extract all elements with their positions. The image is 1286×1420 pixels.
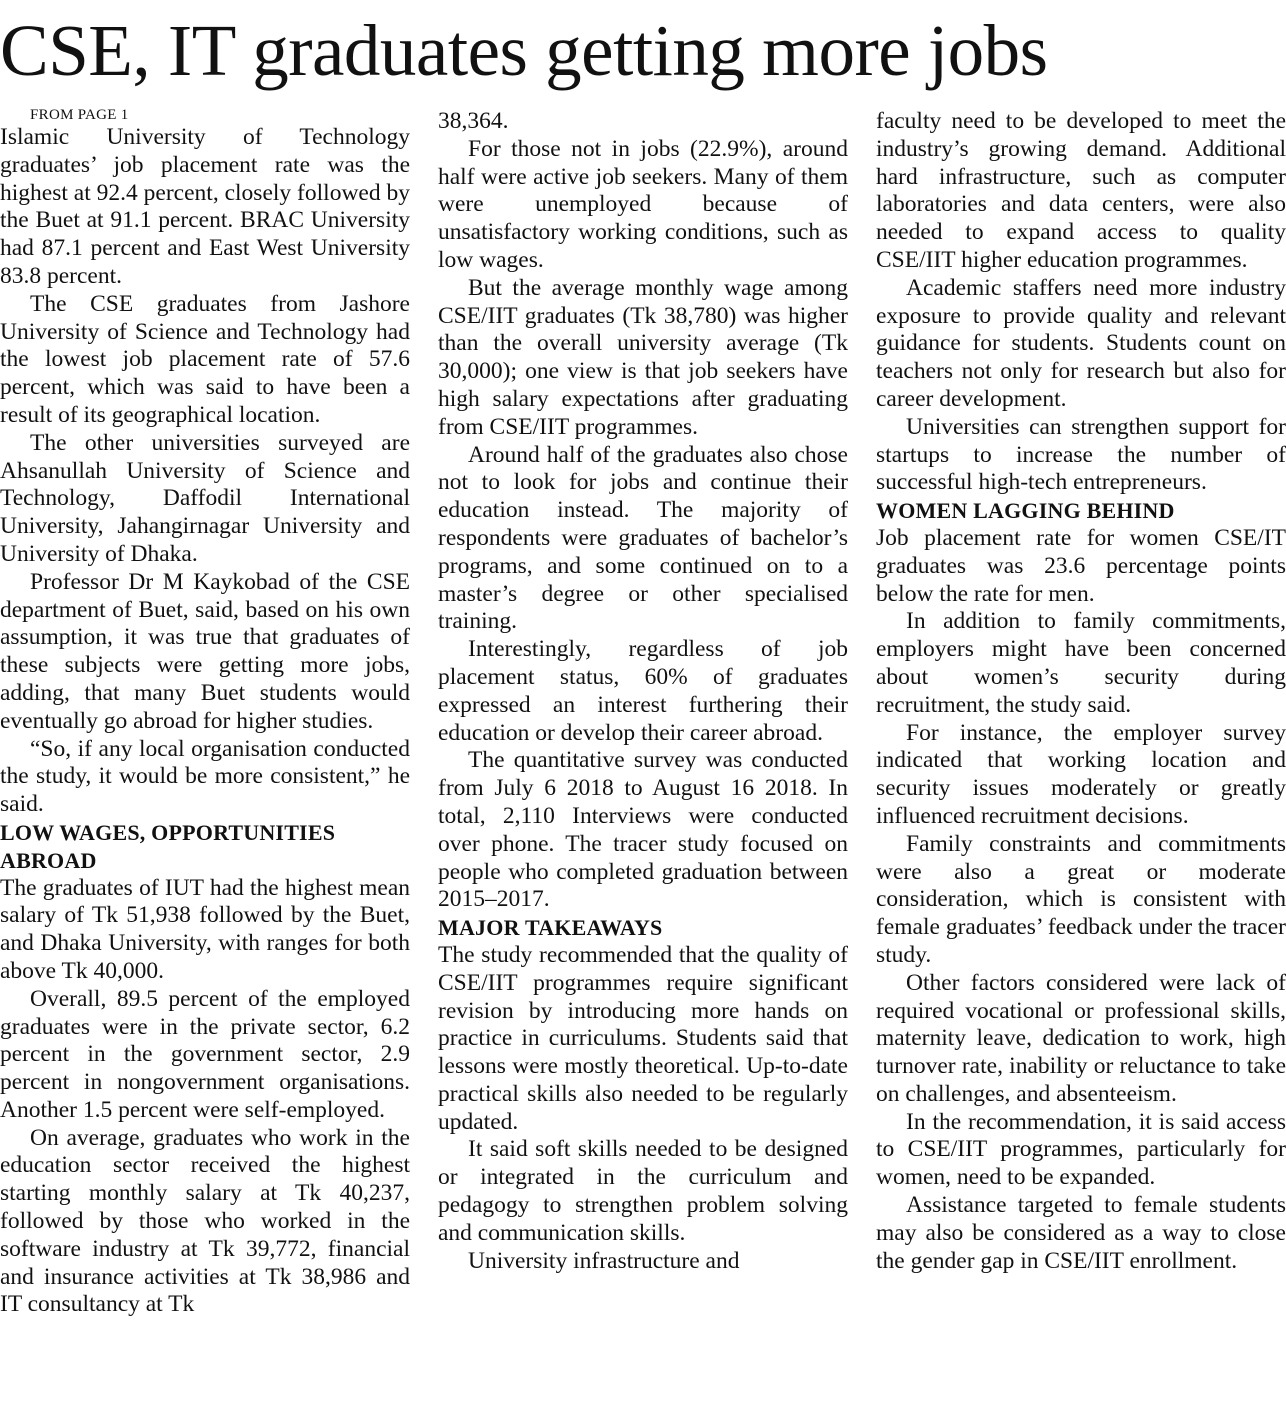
paragraph: But the average monthly wage among CSE/IIT graduates (Tk 38,780) was higher than the overall university average (Tk 30,000); one view is that job seekers have high salary expectations after graduating from CSE/IIT programmes. [438, 274, 848, 440]
article-column-3 [876, 108, 1286, 1275]
paragraph: Assistance targeted to female students may also be considered as a way to close the gender gap in CSE/IIT enrollment. [876, 1192, 1286, 1274]
paragraph: In the recommendation, it is said access to CSE/IIT programmes, particularly for women, need to be expanded. [876, 1108, 1286, 1191]
article-column-2 [438, 108, 848, 1275]
paragraph: Interestingly, regardless of job placement status, 60% of graduates expressed an interest furthering their education or develop their career abroad. [438, 636, 848, 746]
subhead-major-takeaways: MAJOR TAKEAWAYS [438, 915, 663, 941]
paragraph: Family constraints and commitments were also a great or moderate consideration, which is consistent with female graduates’ feedback under the tracer study. [876, 830, 1286, 968]
paragraph: The graduates of IUT had the highest mean salary of Tk 51,938 followed by the Buet, and Dhaka University, with ranges for both above Tk 40,000. [0, 874, 410, 984]
paragraph: The study recommended that the quality of CSE/IIT programmes require significant revision by introducing more hands on practice in curriculums. Students said that lessons were mostly theoretical. Up-to-date practical skills also needed to be regularly updated. [438, 941, 848, 1135]
paragraph: Islamic University of Technology graduates’ job placement rate was the highest at 92.4 percent, closely followed by the Buet at 91.1 percent. BRAC University had 87.1 percent and East West University 83.8 percent. [0, 124, 410, 289]
paragraph-continued: faculty need to be developed to meet the industry’s growing demand. Additional hard infrastructure, such as computer laboratories and data centers, were also needed to expand access to quality CSE/IIT higher education programmes. [876, 108, 1286, 273]
jump-line: FROM PAGE 1 [30, 107, 129, 123]
paragraph: For instance, the employer survey indicated that working location and security issues moderately or greatly influenced recruitment decisions. [876, 719, 1286, 829]
paragraph: Job placement rate for women CSE/IT graduates was 23.6 percentage points below the rate for men. [876, 524, 1286, 607]
paragraph: Other factors considered were lack of required vocational or professional skills, maternity leave, dedication to work, high turnover rate, inability or reluctance to take on challenges, and absenteeism. [876, 969, 1286, 1107]
paragraph: In addition to family commitments, employers might have been concerned about women’s security during recruitment, the study said. [876, 608, 1286, 718]
subhead-low-wages: LOW WAGES, OPPORTUNITIES ABROAD [0, 819, 336, 873]
article-column-1 [0, 106, 410, 1319]
paragraph: The quantitative survey was conducted from July 6 2018 to August 16 2018. In total, 2,110 Interviews were conducted over phone. The tracer study focused on people who completed graduation between 2015–2017. [438, 747, 848, 913]
subhead-women-lagging: WOMEN LAGGING BEHIND [876, 498, 1175, 524]
paragraph: The other universities surveyed are Ahsanullah University of Science and Technology, Daffodil International University, Jahangirnagar University and University of Dhaka. [0, 429, 410, 567]
paragraph: “So, if any local organisation conducted the study, it would be more consistent,” he said. [0, 735, 410, 818]
paragraph: For those not in jobs (22.9%), around half were active job seekers. Many of them were unemployed because of unsatisfactory working conditions, such as low wages. [438, 135, 848, 273]
paragraph: University infrastructure and [468, 1247, 740, 1274]
paragraph: Around half of the graduates also chose not to look for jobs and continue their education instead. The majority of respondents were graduates of bachelor’s programs, and some continued on to a master’s degree or other specialised training. [438, 441, 848, 635]
paragraph: It said soft skills needed to be designed or integrated in the curriculum and pedagogy to strengthen problem solving and communication skills. [438, 1136, 848, 1246]
paragraph: Overall, 89.5 percent of the employed graduates were in the private sector, 6.2 percent in the government sector, 2.9 percent in nongovernment organisations. Another 1.5 percent were self-employed. [0, 985, 410, 1123]
paragraph: Universities can strengthen support for startups to increase the number of successful high-tech entrepreneurs. [876, 413, 1286, 496]
paragraph: On average, graduates who work in the education sector received the highest starting monthly salary at Tk 40,237, followed by those who worked in the software industry at Tk 39,772, financial and insurance activities at Tk 38,986 and IT consultancy at Tk [0, 1124, 410, 1318]
headline: CSE, IT graduates getting more jobs [0, 10, 1048, 91]
paragraph: Academic staffers need more industry exposure to provide quality and relevant guidance for students. Students count on teachers not only for research but also for career development. [876, 274, 1286, 412]
paragraph: The CSE graduates from Jashore University of Science and Technology had the lowest job placement rate of 57.6 percent, which was said to have been a result of its geographical location. [0, 290, 410, 428]
paragraph-continued: 38,364. [438, 108, 509, 134]
paragraph: Professor Dr M Kaykobad of the CSE department of Buet, said, based on his own assumption, it was true that graduates of these subjects were getting more jobs, adding, that many Buet students would eventually go abroad for higher studies. [0, 568, 410, 734]
